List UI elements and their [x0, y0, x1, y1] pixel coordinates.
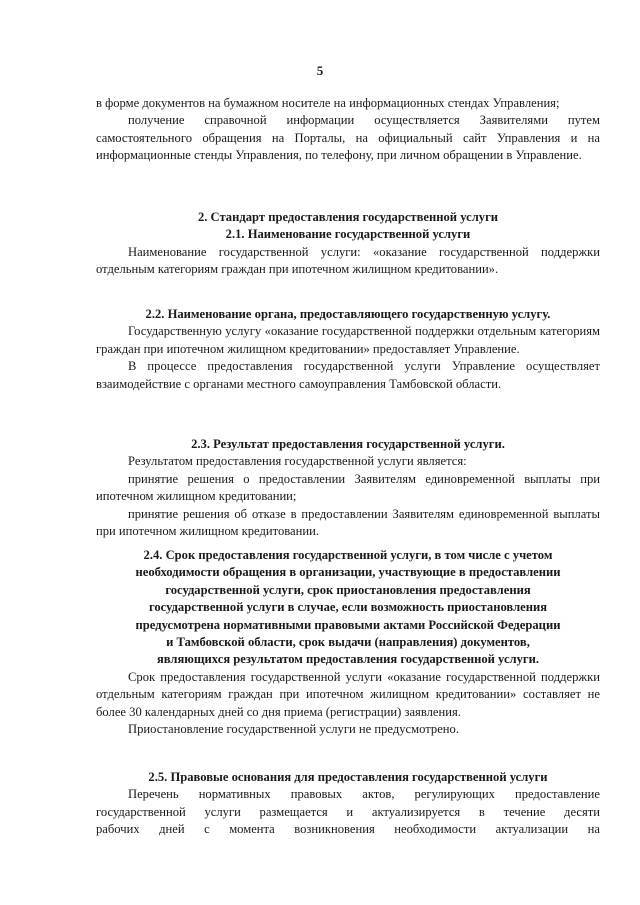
section-2-3-block	[96, 436, 600, 540]
heading-line: государственной услуги в случае, если возможность приостановления	[148, 600, 548, 615]
text-line: государственной услуги размещается и актуализируется в течение десяти	[96, 804, 600, 819]
text-line: Перечень нормативных правовых актов, регулирующих предоставление	[128, 787, 600, 802]
section-2-1-heading: 2.1. Наименование государственной услуги	[225, 227, 471, 242]
section-2-3-text-3: принятие решения об отказе в предоставлении Заявителям единовременной выплаты при ипотечном жилищном кредитовании.	[96, 506, 600, 539]
paragraph-stands: в форме документов на бумажном носителе на информационных стендах Управления;	[96, 96, 560, 110]
heading-line: являющихся результатом предоставления государственной услуги.	[156, 652, 540, 667]
section-2-4-block	[96, 547, 600, 738]
text-line: рабочих дней с момента возникновения необходимости актуализации на	[96, 822, 600, 837]
section-2-2-block	[96, 306, 600, 393]
section-2-5-heading: 2.5. Правовые основания для предоставления государственной услуги	[148, 770, 548, 784]
section-2-5-block	[96, 769, 600, 839]
heading-line: 2.4. Срок предоставления государственной услуги, в том числе с учетом	[143, 548, 553, 562]
heading-line: и Тамбовской области, срок выдачи (направления) документов,	[166, 635, 530, 650]
heading-line: необходимости обращения в организации, участвующие в предоставлении	[135, 565, 561, 580]
section-2-1-text: Наименование государственной услуги: «оказание государственной поддержки отдельным категориям граждан при ипотечном жилищном кредитовании».	[96, 244, 600, 277]
intro-block	[96, 95, 600, 165]
section-2-3-heading: 2.3. Результат предоставления государственной услуги.	[191, 437, 505, 451]
section-2-2-heading: 2.2. Наименование органа, предоставляющего государственную услугу.	[145, 307, 551, 321]
section-2-2-text-1: Государственную услугу «оказание государственной поддержки отдельным категориям граждан при ипотечном жилищном кредитовании» предоставляет Управление.	[96, 324, 600, 356]
paragraph-reference-info: получение справочной информации осуществляется Заявителями путем самостоятельного обращения на Порталы, на официальный сайт Управления и на информационные стенды Управления, по телефону, при личном обращении в Управление.	[96, 113, 600, 163]
page-number: 5	[316, 63, 324, 78]
section-2-4-heading	[92, 547, 604, 669]
section-2-5-text	[96, 786, 600, 838]
section-2-1-block	[96, 209, 600, 279]
section-2-3-text-1: Результатом предоставления государственной услуги является:	[128, 454, 467, 469]
section-2-3-text-2: принятие решения о предоставлении Заявителям единовременной выплаты при ипотечном жилищном кредитовании;	[96, 471, 600, 504]
heading-line: предусмотрена нормативными правовыми актами Российской Федерации	[135, 617, 561, 632]
section-2-4-text-2: Приостановление государственной услуги не предусмотрено.	[128, 722, 459, 737]
heading-line: государственной услуги, срок приостановления предоставления	[165, 582, 531, 597]
section-2-heading: 2. Стандарт предоставления государственной услуги	[197, 210, 499, 224]
section-2-2-text-2: В процессе предоставления государственной услуги Управление осуществляет взаимодействие с органами местного самоуправления Тамбовской области.	[96, 359, 600, 391]
section-2-4-text-1: Срок предоставления государственной услуги «оказание государственной поддержки отдельным категориям граждан при ипотечном жилищном кредитовании» составляет не более 30 календарных дней со дня приема (регистрации) заявления.	[96, 669, 600, 719]
